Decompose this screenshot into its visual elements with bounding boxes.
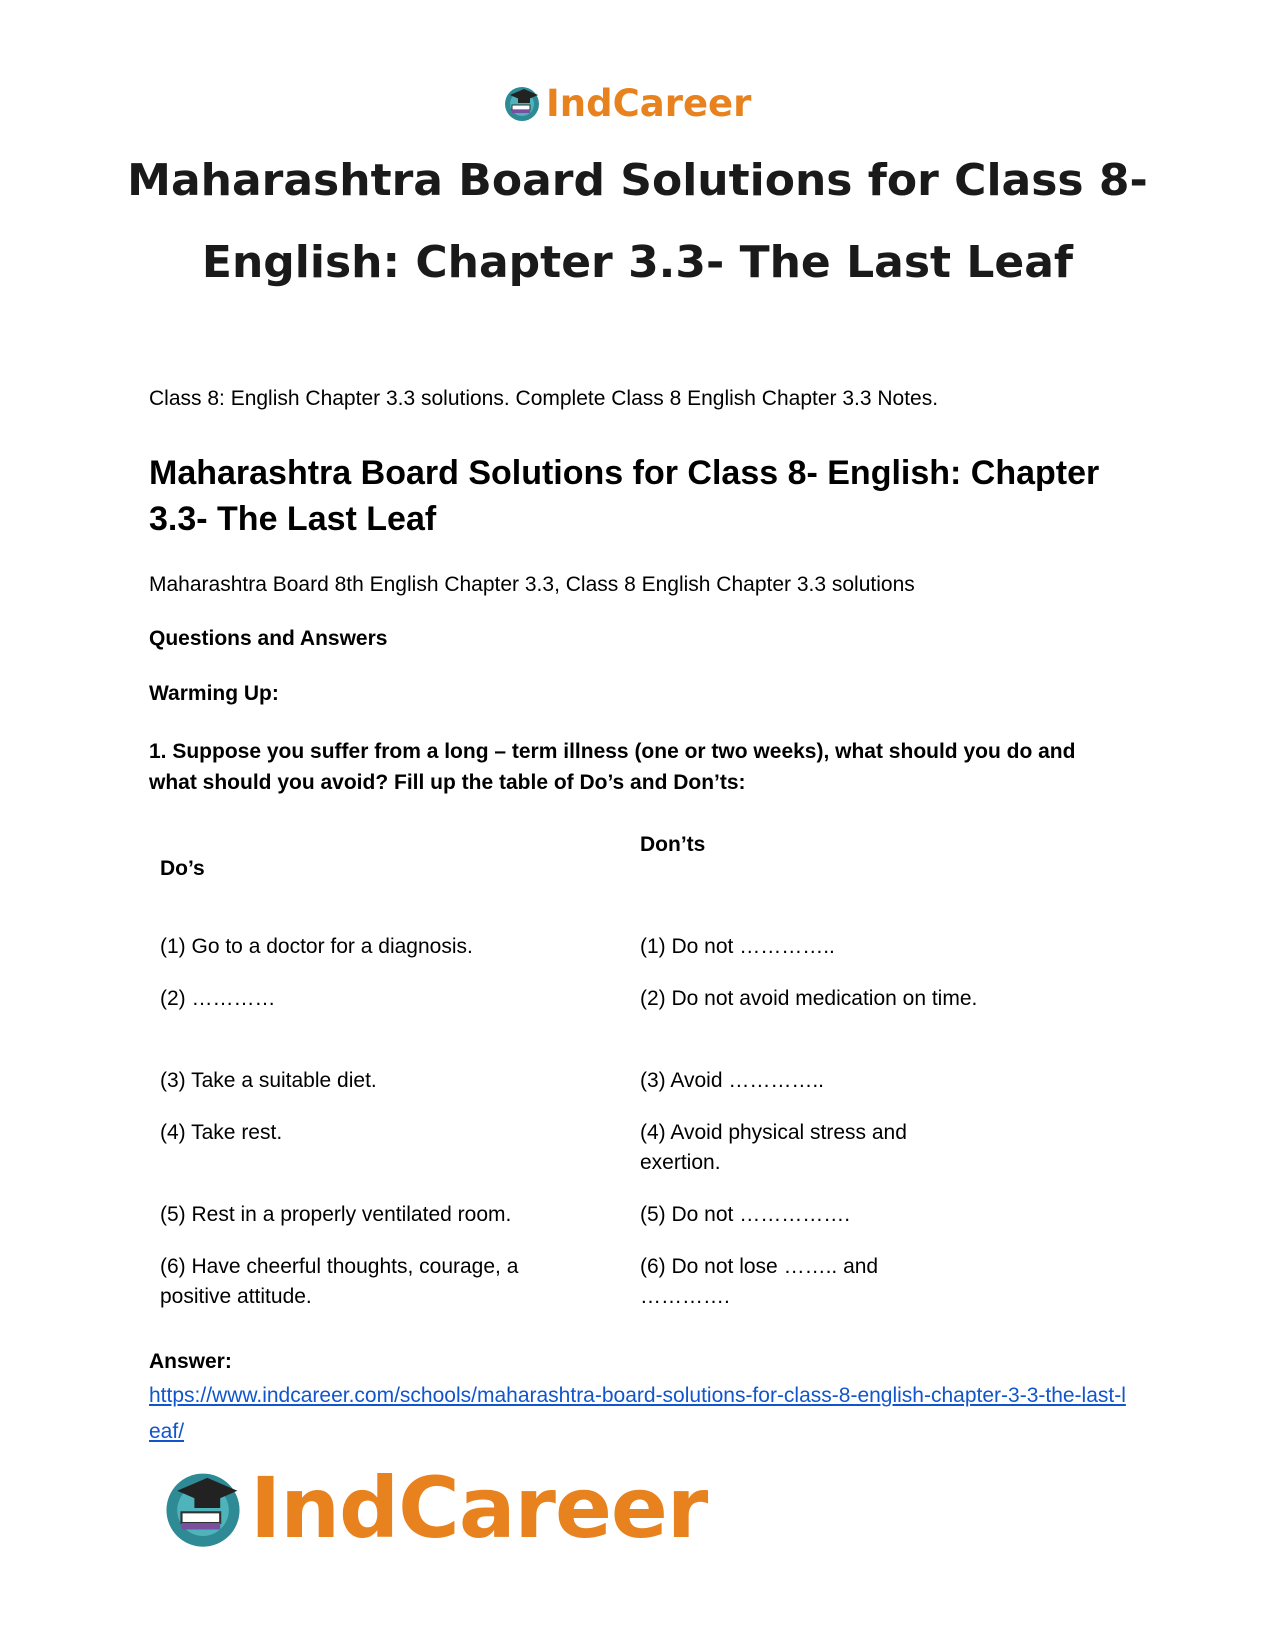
answer-label: Answer: [149, 1350, 232, 1373]
intro-text: Class 8: English Chapter 3.3 solutions. Complete Class 8 English Chapter 3.3 Notes. [149, 387, 939, 410]
subtitle-text: Maharashtra Board 8th English Chapter 3.3, Class 8 English Chapter 3.3 solutions [149, 573, 915, 596]
indcareer-logo-top [502, 80, 751, 126]
answer-link[interactable]: https://www.indcareer.com/schools/maharashtra-board-solutions-for-class-8-english-chapter-3-3-the-last-leaf/ [149, 1384, 1126, 1443]
question-text: 1. Suppose you suffer from a long – term illness (one or two weeks), what should you do and what should you avoid? Fill up the table of Do’s and Don’ts: [149, 740, 1076, 794]
donts-cell-1: (1) Do not ………….. [640, 935, 835, 958]
warming-up-heading: Warming Up: [149, 682, 279, 705]
donts-cell-4: (4) Avoid physical stress and exertion. [640, 1121, 907, 1174]
dos-cell-5: (5) Rest in a properly ventilated room. [160, 1203, 512, 1226]
donts-column-header: Don’ts [640, 833, 706, 856]
dos-cell-2: (2) ………… [160, 987, 276, 1010]
donts-cell-6: (6) Do not lose …….. and …………. [640, 1255, 879, 1308]
donts-cell-2: (2) Do not avoid medication on time. [640, 987, 978, 1010]
logo-wordmark: IndCareer [546, 81, 752, 125]
dos-cell-4: (4) Take rest. [160, 1121, 283, 1144]
section-heading: Maharashtra Board Solutions for Class 8- English: Chapter 3.3- The Last Leaf [149, 454, 1100, 538]
donts-cell-5: (5) Do not ……………. [640, 1203, 851, 1226]
page-title: Maharashtra Board Solutions for Class 8- English: Chapter 3.3- The Last Leaf [127, 155, 1148, 288]
graduation-globe-icon [502, 83, 542, 123]
dos-cell-6: (6) Have cheerful thoughts, courage, a positive attitude. [160, 1255, 519, 1308]
dos-column-header: Do’s [160, 857, 205, 880]
logo-wordmark: IndCareer [250, 1459, 708, 1557]
graduation-globe-icon [160, 1465, 246, 1551]
indcareer-logo-bottom [160, 1459, 708, 1557]
qa-heading: Questions and Answers [149, 627, 388, 650]
donts-cell-3: (3) Avoid ………….. [640, 1069, 824, 1092]
dos-cell-1: (1) Go to a doctor for a diagnosis. [160, 935, 473, 958]
dos-cell-3: (3) Take a suitable diet. [160, 1069, 377, 1092]
